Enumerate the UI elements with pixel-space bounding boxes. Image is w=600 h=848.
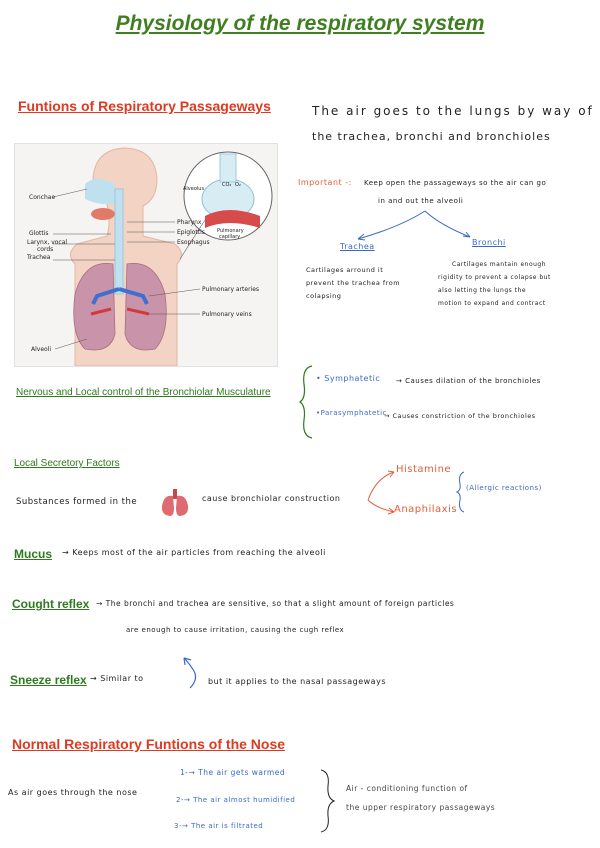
nose-item: 3-→ The air is filtrated [174,822,264,830]
bronchi-note-line: rigidity to prevent a colapse but [438,274,551,281]
brace-nervous [298,364,314,440]
page-title: Physiology of the respiratory system [115,12,485,35]
secretory-text-before: Substances formed in the [16,497,138,507]
important-label: Important -: [298,178,352,187]
sneeze-text-after: but it applies to the nasal passageways [208,677,386,686]
respiratory-anatomy-figure [14,143,278,367]
label-pulmonary-capillary-2: capillary [219,234,241,240]
brace-allergic [456,470,466,514]
sympathetic-label: • Symphatetic [316,374,381,383]
lungs-icon [160,488,190,518]
sympathetic-effect: → Causes dilation of the bronchioles [396,377,541,385]
mucus-text: → Keeps most of the air particles from reaching the alveoli [62,548,326,557]
trachea-notes [306,264,400,303]
sneeze-text-before: → Similar to [90,674,144,683]
parasympathetic-label: •Parasymphatetic [316,409,387,417]
label-alveolus: Alveolus [183,186,205,192]
intro-line-2: the trachea, bronchi and bronchioles [312,130,551,143]
important-text-2: in and out the alveoli [378,197,464,205]
section-heading-cough: Cought reflex [12,597,90,611]
anatomy-illustration [15,144,277,366]
branch-arrows [330,205,480,245]
label-o2: O₂ [235,182,241,188]
label-pharynx: Pharynx [177,219,202,226]
bronchi-note-line: Cartilages mantain enough [452,261,547,268]
section-heading-nervous: Nervous and Local control of the Bronchiolar Musculature [16,387,271,398]
trachea-note-line: prevent the trachea from [306,279,401,287]
histamine-label: Histamine [396,464,452,475]
label-conchae: Conchae [29,194,56,201]
label-pulmonary-arteries: Pulmonary arteries [202,286,260,293]
cough-line-1: → The bronchi and trachea are sensitive, so that a slight amount of foreign particles [96,599,455,608]
anaphylaxis-label: Anaphilaxis [394,504,458,515]
nose-item: 2-→ The air almost humidified [176,796,296,804]
label-epiglottis: Epiglottis [177,229,205,236]
nose-summary-line-2: the upper respiratory passageways [346,803,496,812]
label-cords: cords [37,246,54,253]
bronchi-label: Bronchi [472,238,506,247]
trachea-label: Trachea [340,242,375,251]
label-esophagus: Esophagus [177,239,210,246]
label-alveoli: Alveoli [31,346,52,353]
label-pulmonary-veins: Pulmonary veins [202,311,252,318]
label-larynx: Larynx, vocal [27,239,68,246]
bronchi-notes [438,258,551,310]
nose-intro: As air goes through the nose [8,788,138,797]
section-heading-nose: Normal Respiratory Funtions of the Nose [12,736,286,752]
parasympathetic-effect: → Causes constriction of the bronchioles [384,412,536,420]
section-heading-sneeze: Sneeze reflex [10,673,87,687]
trachea-note-line: Cartilages arround it [306,266,384,274]
intro-line-1: The air goes to the lungs by way of [312,104,594,118]
trachea-note-line: colapsing [306,292,342,300]
section-heading-passageways: Funtions of Respiratory Passageways [18,98,271,114]
label-trachea: Trachea [27,254,51,261]
secretory-text-after: cause bronchiolar construction [202,494,341,503]
label-glottis: Glottis [29,230,49,237]
important-text-1: Keep open the passageways so the air can go [364,179,547,187]
section-heading-mucus: Mucus [14,547,53,561]
nose-summary-line-1: Air - conditioning function of [346,784,468,793]
allergic-note: (Allergic reactions) [466,484,542,492]
section-heading-secretory: Local Secretory Factors [14,458,120,469]
cough-line-2: are enough to cause irritation, causing the cugh reflex [126,626,345,634]
label-co2: CO₂ [222,182,232,188]
nose-item: 1-→ The air gets warmed [180,768,286,777]
brace-nose [318,768,336,834]
curved-arrow-icon [172,648,202,692]
bronchi-note-line: motion to expand and contract [438,300,546,307]
bronchi-note-line: also letting the lungs the [438,287,527,294]
label-pulmonary-capillary-1: Pulmonary [217,228,244,234]
